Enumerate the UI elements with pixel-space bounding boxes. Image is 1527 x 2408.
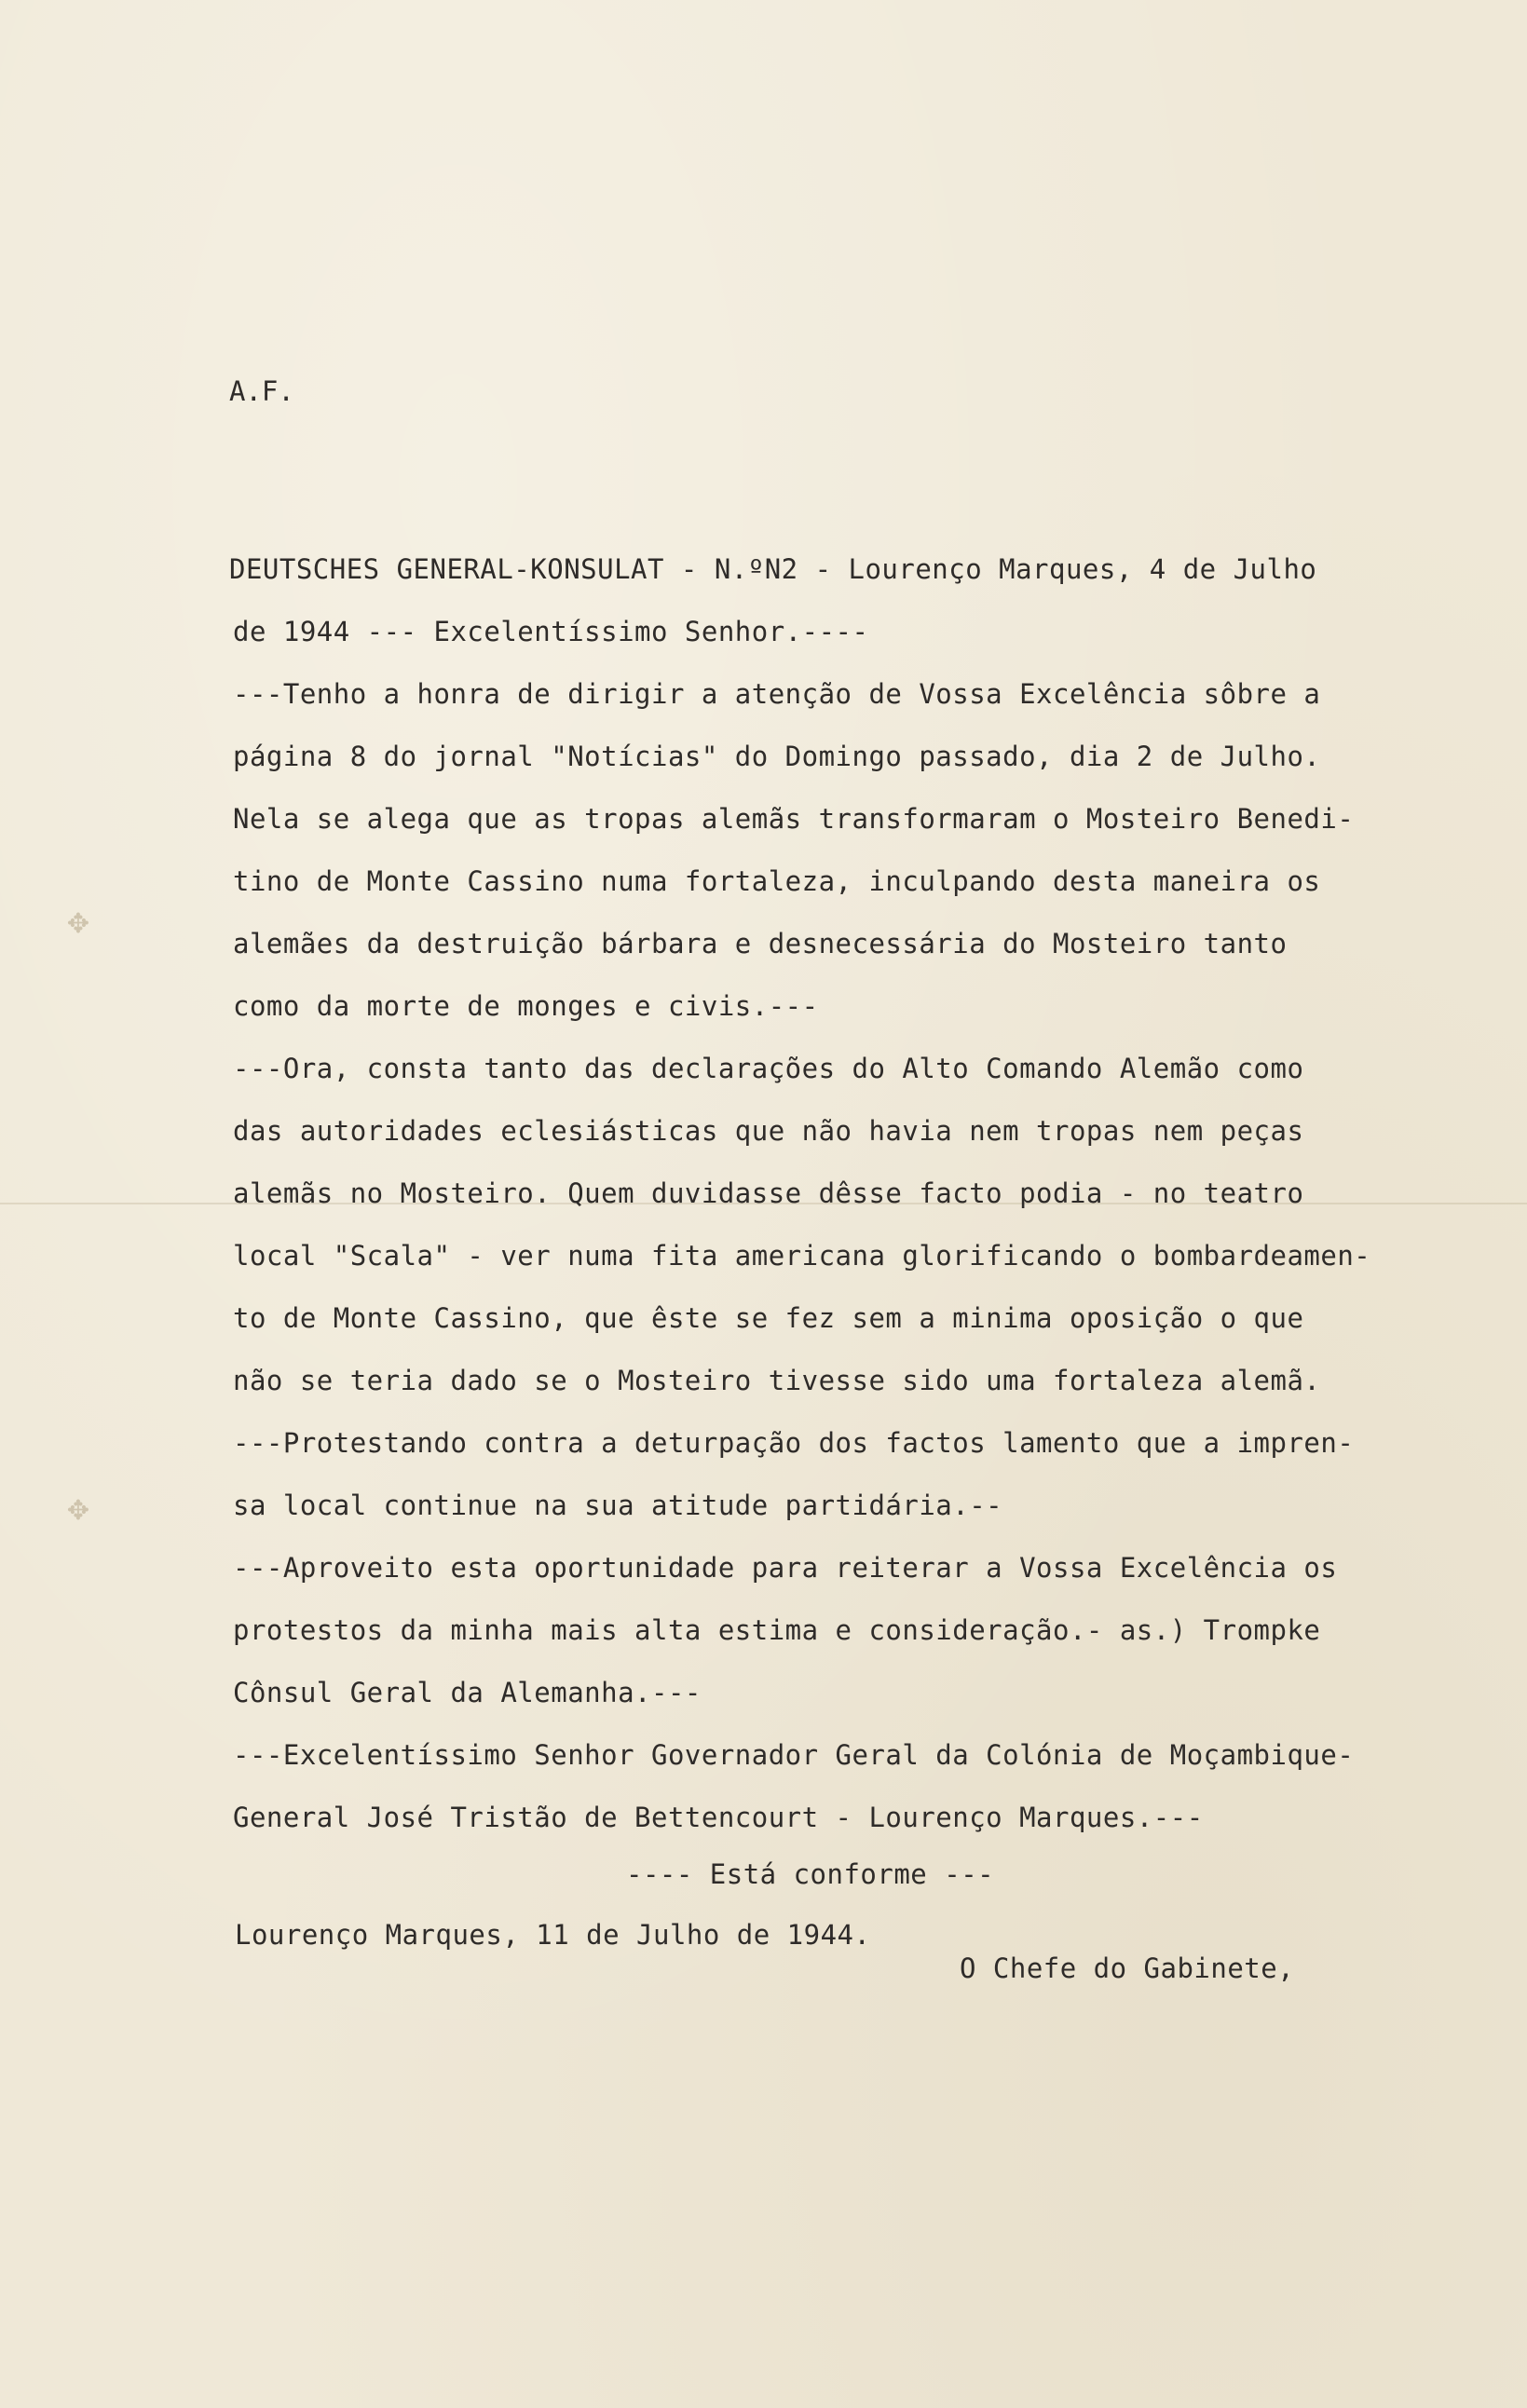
body-line: sa local continue na sua atitude partidária.-- (233, 1490, 1003, 1521)
body-line: ---Protestando contra a deturpação dos factos lamento que a impren- (233, 1427, 1355, 1459)
place-date: Lourenço Marques, 11 de Julho de 1944. (235, 1919, 871, 1951)
signatory-title: O Chefe do Gabinete, (960, 1952, 1295, 1984)
body-line: ---Ora, consta tanto das declarações do Alto Comando Alemão como (233, 1053, 1304, 1084)
body-line: ---Tenho a honra de dirigir a atenção de Vossa Excelência sôbre a (233, 678, 1321, 710)
certification-line: ---- Está conforme --- (626, 1858, 995, 1890)
body-line: DEUTSCHES GENERAL-KONSULAT - N.ºN2 - Lourenço Marques, 4 de Julho (229, 553, 1317, 585)
punch-hole-mark: ✥ (67, 900, 89, 941)
body-line: Cônsul Geral da Alemanha.--- (233, 1677, 702, 1708)
body-line: Nela se alega que as tropas alemãs transformaram o Mosteiro Benedi- (233, 803, 1355, 835)
body-line: das autoridades eclesiásticas que não havia nem tropas nem peças (233, 1115, 1304, 1147)
body-line: alemães da destruição bárbara e desnecessária do Mosteiro tanto (233, 928, 1288, 959)
body-line: ---Excelentíssimo Senhor Governador Geral da Colónia de Moçambique- (233, 1739, 1355, 1771)
punch-hole-mark: ✥ (67, 1487, 89, 1528)
body-line: ---Aproveito esta oportunidade para reiterar a Vossa Excelência os (233, 1552, 1338, 1584)
body-line: protestos da minha mais alta estima e consideração.- as.) Trompke (233, 1614, 1321, 1646)
body-line: alemãs no Mosteiro. Quem duvidasse dêsse facto podia - no teatro (233, 1177, 1304, 1209)
body-line: como da morte de monges e civis.--- (233, 990, 819, 1022)
reference-initials: A.F. (229, 375, 294, 407)
body-line: to de Monte Cassino, que êste se fez sem a minima oposição o que (233, 1302, 1304, 1334)
body-line: página 8 do jornal "Notícias" do Domingo passado, dia 2 de Julho. (233, 741, 1321, 772)
body-line: não se teria dado se o Mosteiro tivesse sido uma fortaleza alemã. (233, 1365, 1321, 1396)
body-line: tino de Monte Cassino numa fortaleza, inculpando desta maneira os (233, 865, 1321, 897)
body-line: de 1944 --- Excelentíssimo Senhor.---- (233, 616, 869, 647)
body-line: local "Scala" - ver numa fita americana glorificando o bombardeamen- (233, 1240, 1371, 1272)
body-line: General José Tristão de Bettencourt - Lourenço Marques.--- (233, 1802, 1204, 1833)
